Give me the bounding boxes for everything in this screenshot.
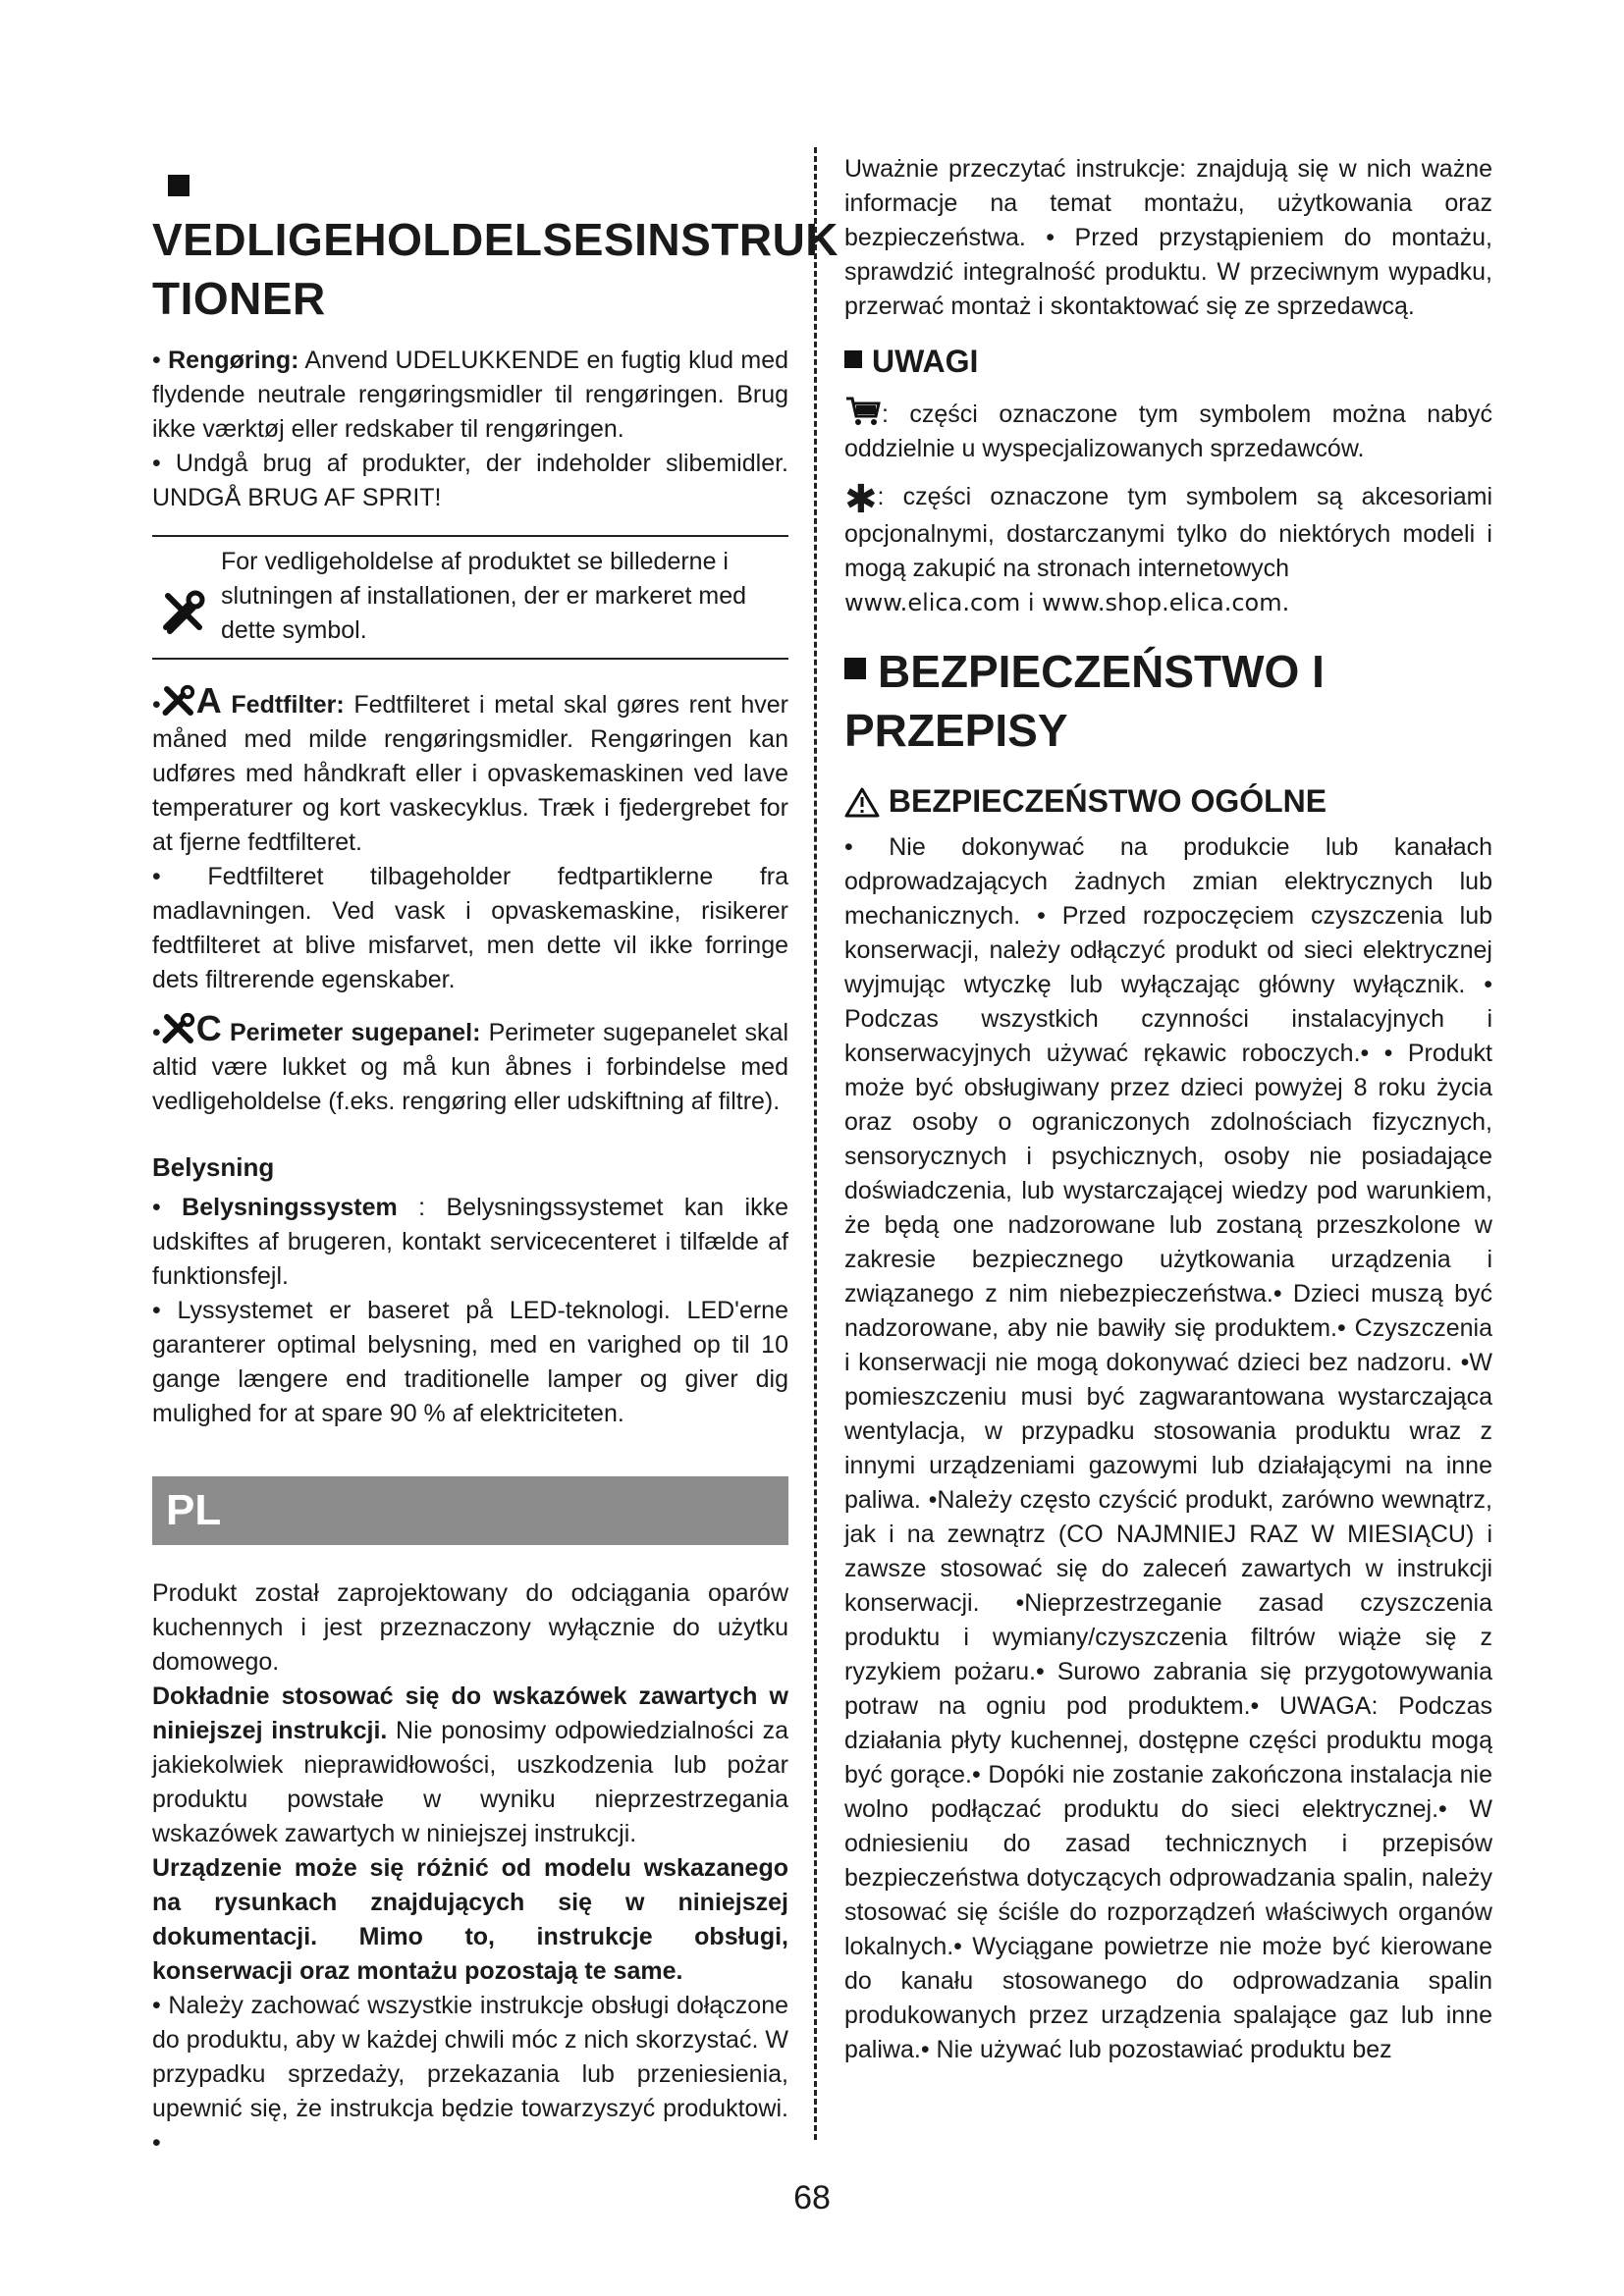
- section-marker: [844, 350, 862, 368]
- maintenance-title: VEDLIGEHOLDELSESINSTRUK TIONER: [152, 214, 839, 324]
- general-safety-text: • Nie dokonywać na produkcie lub kanałach odprowadzających żadnych zmian elektrycznych lub mechanicznych. • Przed rozpoczęciem czyszczenia lub konserwacji, należy odłączyć produkt od sieci elektrycznej wyjmując wtyczkę lub wyłączając główny wyłącznik. • Podczas wszystkich czynności instalacyjnych i konserwacyjnych używać rękawic roboczych.• • Produkt może być obsługiwany przez dzieci powyżej 8 roku życia oraz osoby o ograniczonych zdolnościach fizycznych, sensorycznych i psychicznych, osoby nie posiadające doświadczenia, lub wystarczającej wiedzy pod warunkiem, że będą one nadzorowane lub zostaną przeszkolone w zakresie bezpiecznego użytkowania urządzenia i związanego z nim niebezpieczeństwa.• Dzieci muszą być nadzorowane, aby nie bawiły się produktem.• Czyszczenia i konserwacji nie mogą dokonywać dzieci bez nadzoru. •W pomieszczeniu musi być zagwarantowana wystarczająca wentylacja, w przypadku stosowania produktu wraz z innymi urządzeniami gazowymi lub działającymi na inne paliwa. •Należy często czyścić produkt, zarówno wewnątrz, jak i na zewnątrz (CO NAJMNIEJ RAZ W MIESIĄCU) i zawsze stosować się do zaleceń zawartych w instrukcji konserwacji. •Nieprzestrzeganie zasad czyszczenia produktu i wymiany/czyszczenia filtrów wiąże się z ryzykiem pożaru.• Surowo zabrania się przygotowywania potraw na ogniu pod produktem.• UWAGA: Podczas działania płyty kuchennej, dostępne części produktu mogą być gorące.• Dopóki nie zostanie zakończona instalacja nie wolno podłączać produktu do sieci elektrycznej.• W odniesieniu do zasad technicznych i przepisów bezpieczeństwa dotyczących odprowadzania spalin, należy stosować się ściśle do rozporządzeń właściwych organów lokalnych.• Wyciągane powietrze nie może być kierowane do kanału stosowanego do odprowadzania spalin produkowanych przez urządzenia spalające gaz lub inne paliwa.• Nie używać lub pozostawiać produktu bez: [844, 833, 1492, 2063]
- grease-filter-letter: A: [195, 680, 222, 721]
- cart-note: : części oznaczone tym symbolem można nabyć oddzielnie u wyspecjalizowanych sprzedawców.: [844, 395, 1492, 466]
- shopping-cart-icon: [844, 395, 882, 428]
- pl-intro: Produkt został zaprojektowany do odciągania oparów kuchennych i jest przeznaczony wyłącznie do użytku domowego.: [152, 1579, 788, 1676]
- safety-title: BEZPIECZEŃSTWO I PRZEPISY: [844, 646, 1325, 756]
- tool-icon: [161, 683, 196, 719]
- left-column: [152, 147, 839, 2161]
- lighting-title: Belysning: [152, 1152, 275, 1182]
- section-marker: [168, 175, 189, 196]
- pl-keep-instructions: • Należy zachować wszystkie instrukcje obsługi dołączone do produktu, aby w każdej chwili móc z nich skorzystać. W przypadku sprzedaży, przekazania lub przeniesienia, upewnić się, że instrukcja będzie towarzyszyć produktowi. •: [152, 1992, 788, 2157]
- avoid-abrasives-paragraph: • Undgå brug af produkter, der indeholder slibemidler. UNDGÅ BRUG AF SPRIT!: [152, 450, 788, 511]
- lighting-system-paragraph: • Belysningssystem : Belysningssystemet kan ikke udskiftes af brugeren, kontakt servicecenteret i tilfælde af funktionsfejl.: [152, 1194, 788, 1290]
- perimeter-panel-paragraph: • C Perimeter sugepanel: Perimeter sugepanelet skal altid være lukket og må kun åbnes i forbindelse med vedligeholdelse (f.eks. rengøring eller udskiftning af filtre).: [152, 1008, 789, 1115]
- right-column: [844, 152, 1492, 2067]
- accessory-note: ✱: części oznaczone tym symbolem są akcesoriami opcjonalnymi, dostarczanymi tylko do niektórych modeli i mogą zakupić na stronach internetowych: [844, 478, 1492, 582]
- asterisk-icon: ✱: [844, 478, 878, 521]
- pl-instructions-paragraph: Dokładnie stosować się do wskazówek zawartych w niniejszej instrukcji. Nie ponosimy odpowiedzialności za jakiekolwiek nieprawidłowości, uszkodzenia lub pożar produktu powstałe w wyniku nieprzestrzegania wskazówek zawartych w niniejszej instrukcji.: [152, 1682, 788, 1847]
- pl-model-note: Urządzenie może się różnić od modelu wskazanego na rysunkach znajdujących się w niniejszej dokumentacji. Mimo to, instrukcje obsługi, konserwacji oraz montażu pozostają te same.: [152, 1854, 788, 1985]
- perimeter-letter: C: [195, 1008, 222, 1048]
- pl-read-instructions: Uważnie przeczytać instrukcje: znajdują się w nich ważne informacje na temat montażu, użytkowania oraz bezpieczeństwa. • Przed przystąpieniem do montażu, sprawdzić integralność produktu. W przeciwnym wypadku, przerwać montaż i skontaktować się ze sprzedawcą.: [844, 155, 1492, 320]
- language-bar-pl: PL: [152, 1476, 788, 1545]
- tool-icon: [161, 1011, 196, 1046]
- grease-filter-paragraph: • A Fedtfilter: Fedtfilteret i metal skal gøres rent hver måned med milde rengøringsmidler. Rengøringen kan udføres med håndkraft eller i opvaskemaskinen ved lave temperaturer og kort vaskecyklus. Træk i fjedergrebet for at fjerne fedtfilteret.: [152, 680, 788, 856]
- general-safety-title: BEZPIECZEŃSTWO OGÓLNE: [844, 781, 1492, 821]
- page-number: 68: [793, 2179, 831, 2216]
- note-text: For vedligeholdelse af produktet se billederne i slutningen af installationen, der er markeret med dette symbol.: [221, 548, 747, 644]
- grease-filter-paragraph-2: • Fedtfilteret tilbageholder fedtpartiklerne fra madlavningen. Ved vask i opvaskemaskine, risikerer fedtfilteret at blive misfarvet, men dette vil ikke forringe dets filtrerende egenskaber.: [152, 863, 788, 993]
- section-marker: [844, 658, 866, 679]
- website-links[interactable]: www.elica.com i www.shop.elica.com.: [844, 589, 1290, 616]
- wrench-screwdriver-icon: [160, 588, 207, 635]
- cleaning-paragraph: • Rengøring: Anvend UDELUKKENDE en fugtig klud med flydende neutrale rengøringsmidler til rengøringen. Brug ikke værktøj eller redskaber til rengøringen.: [152, 347, 788, 443]
- maintenance-note: [152, 535, 788, 660]
- column-divider: [814, 147, 817, 2140]
- warning-icon: [844, 786, 880, 818]
- notes-title: UWAGI: [844, 342, 1492, 381]
- led-paragraph: • Lyssystemet er baseret på LED-teknologi. LED'erne garanterer optimal belysning, med en varighed op til 10 gange længere end traditionelle lamper og giver dig mulighed for at spare 90 % af elektriciteten.: [152, 1297, 788, 1427]
